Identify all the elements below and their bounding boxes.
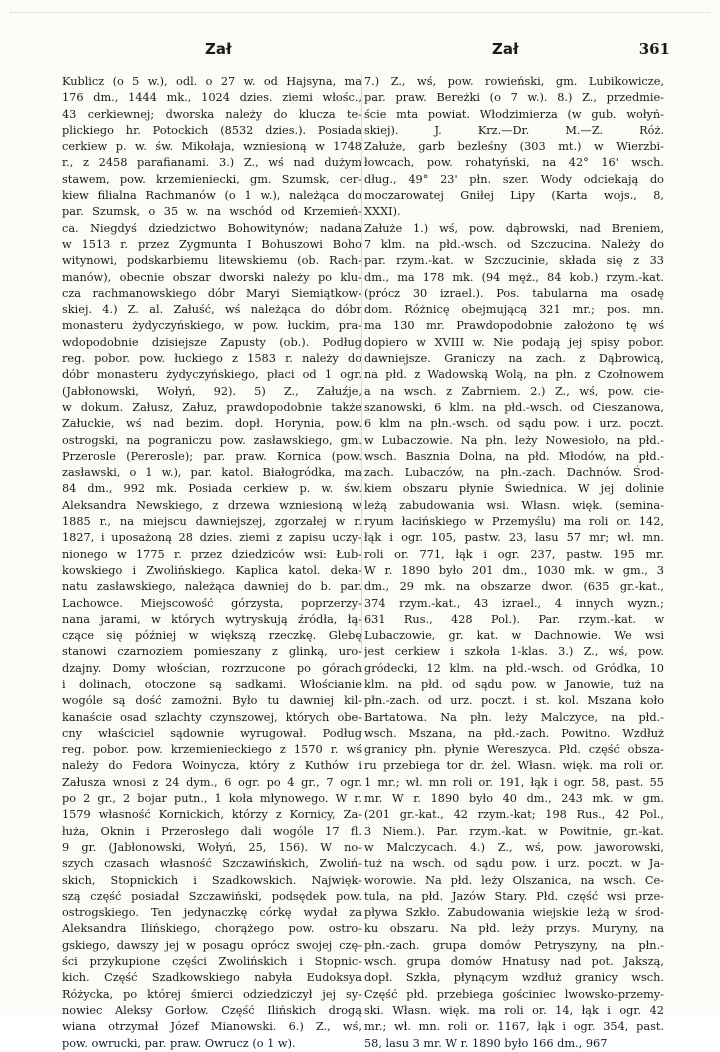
left-text-column: [62, 74, 362, 1052]
text-line: tula, na płd. Jazów Stary. Płd. część wsi prze-: [364, 889, 664, 903]
text-line: Aleksandra Newskiego, z drzewa wzniesioną w: [62, 498, 362, 512]
text-line: natu zasławskiego, należąca dawniej do b. par.: [62, 580, 362, 594]
text-line: (Jabłonowski, Wołyń, 92). 5) Z., Załuźje,: [62, 384, 362, 398]
text-line: dom. Różnicę obejmującą 321 mr.; pos. mn.: [364, 303, 664, 317]
text-line: ma 130 mr. Prawdopodobnie założono tę wś: [364, 319, 664, 333]
page-number: 361: [638, 40, 670, 58]
text-line: 43 cerkiewnej; dworska należy do klucza te-: [62, 107, 362, 121]
text-line: 1 mr.; wł. mn roli or. 191, łąk i ogr. 58, past. 55: [364, 775, 664, 789]
text-line: witynowi, podskarbiemu litewskiemu (ob. Rach-: [62, 254, 362, 268]
text-line: moczarowatej Gniłej Lipy (Karta wojs., 8,: [364, 189, 664, 203]
text-line: Załuże 1.) wś, pow. dąbrowski, nad Breniem,: [364, 221, 664, 235]
page-header: [60, 40, 670, 64]
text-line: 9 gr. (Jabłonowski, Wołyń, 25, 156). W no-: [62, 840, 362, 854]
text-line: wogóle są dość zamożni. Było tu dawniej kil-: [62, 694, 362, 708]
text-line: a na wsch. z Zabrniem. 2.) Z., wś, pow. cie-: [364, 384, 664, 398]
text-line: cza rachmanowskiego dóbr Maryi Siemiątkow-: [62, 286, 362, 300]
text-line: dm., 29 mk. na obszarze dwor. (635 gr.-kat.,: [364, 580, 664, 594]
text-line: dopiero w XVIII w. Nie podają jej spisy pobor.: [364, 335, 664, 349]
text-line: po 2 gr., 2 bojar putn., 1 koła młynowego. W r.: [62, 792, 362, 806]
text-line: Część płd. przebiega gościniec lwowsko-przemy-: [364, 987, 664, 1001]
text-line: reg. pobor. pow. łuckiego z 1583 r. należy do: [62, 352, 362, 366]
text-line: płn.-zach. grupa domów Petryszyny, na płn.-: [364, 938, 664, 952]
text-line: granicy płn. płynie Wereszyca. Płd. część obsza-: [364, 743, 664, 757]
text-line: wsch. Basznia Dolna, na płd. Młodów, na płd.-: [364, 449, 664, 463]
text-line: mr.; wł. mn. roli or. 1167, łąk i ogr. 354, past.: [364, 1020, 664, 1034]
text-line: 1579 własność Kornickich, którzy z Kornicy, Za-: [62, 808, 362, 822]
text-line: 6 klm na płn.-wsch. od sądu pow. i urz. poczt.: [364, 417, 664, 431]
text-line: 1885 r., na miejscu dawniejszej, zgorzałej w r.: [62, 515, 362, 529]
text-line: gródecki, 12 klm. na płd.-wsch. od Gródka, 10: [364, 661, 664, 675]
text-line: cerkiew p. w. św. Mikołaja, wzniesioną w 1748: [62, 140, 362, 154]
text-line: kich. Część Szadkowskiego nabyła Eudoksya: [62, 971, 362, 985]
text-line: wiana otrzymał Józef Mianowski. 6.) Z., wś,: [62, 1020, 362, 1034]
text-line: nowiec Aleksy Gorłow. Część Ilińskich drogą: [62, 1003, 362, 1017]
text-line: 84 dm., 992 mk. Posiada cerkiew p. w. św.: [62, 482, 362, 496]
text-line: zach. Lubaczów, na płn.-zach. Dachnów. Środ-: [364, 466, 664, 480]
text-line: w Lubaczowie. Na płn. leży Nowesioło, na płd.-: [364, 433, 664, 447]
text-line: stawem, pow. krzemieniecki, gm. Szumsk, cer-: [62, 172, 362, 186]
text-line: dług., 49° 23' płn. szer. Wody odciekają do: [364, 172, 664, 186]
text-line: tuż na wsch. od sądu pow. i urz. poczt. w Ja-: [364, 857, 664, 871]
text-line: W r. 1890 było 201 dm., 1030 mk. w gm., 3: [364, 563, 664, 577]
text-line: szanowski, 6 klm. na płd.-wsch. od Cieszanowa,: [364, 400, 664, 414]
text-line: nionego w 1775 r. przez dziedziców wsi: Łub-: [62, 547, 362, 561]
text-line: łuża, Oknin i Przerosłego dali wogóle 17 fl.: [62, 824, 362, 838]
text-line: dzajny. Domy włościan, rozrzucone po górach: [62, 661, 362, 675]
text-line: 7.) Z., wś, pow. rowieński, gm. Lubikowicze,: [364, 75, 664, 88]
text-line: par. praw. Bereżki (o 7 w.). 8.) Z., przedmie-: [364, 91, 664, 105]
text-line: ru przebiega tor dr. żel. Własn. więk. ma roli or.: [364, 759, 664, 773]
text-line: reg. pobor. pow. krzemienieckiego z 1570 r. wś: [62, 743, 362, 757]
text-line: w 1513 r. przez Zygmunta I Bohuszowi Boho: [62, 237, 362, 251]
text-line: skiej. 4.) Z. al. Załuść, wś należąca do dóbr: [62, 303, 362, 317]
text-line: wsch. Mszana, na płd.-zach. Powitno. Wzdłuż: [364, 726, 664, 740]
text-line: wdopodobnie dzisiejsze Zapusty (ob.). Podług: [62, 335, 362, 349]
text-line: 58, lasu 3 mr. W r. 1890 było 166 dm., 967: [364, 1036, 608, 1050]
text-line: roli or. 771, łąk i ogr. 237, pastw. 195 mr.: [364, 547, 664, 561]
text-line: 7 klm. na płd.-wsch. od Szczucina. Należy do: [364, 237, 664, 251]
text-line: ostrogskiego. Ten jedynaczkę córkę wydał za: [62, 906, 362, 920]
text-line: dawniejsze. Graniczy na zach. z Dąbrowicą,: [364, 352, 664, 366]
text-line: 631 Rus., 428 Pol.). Par. rzym.-kat. w: [364, 612, 664, 626]
text-line: szych czasach własność Szczawińskich, Zwoliń-: [62, 857, 362, 871]
running-head-left: Zał: [205, 40, 232, 58]
text-line: Załusza wnosi z 24 dym., 6 ogr. po 4 gr., 7 ogr.: [62, 775, 362, 789]
text-line: ryum łacińskiego w Przemyślu) ma roli or. 142,: [364, 515, 664, 529]
running-head-right: Zał: [492, 40, 519, 58]
text-line: stanowi czarnoziem pomieszany z glinką, uro-: [62, 645, 362, 659]
text-line: klm. na płd. od sądu pow. w Janowie, tuż na: [364, 677, 664, 691]
text-line: monasteru żydyczyńskiego, w pow. łuckim, pra-: [62, 319, 362, 333]
text-line: Załuże, garb bezleśny (303 mt.) w Wierzbi-: [364, 140, 664, 154]
scan-edge-rule: [10, 12, 710, 13]
text-line: kiem obszaru płynie Świednica. W jej dolinie: [364, 482, 664, 496]
text-line: w dokum. Załusz, Załuz, prawdopodobnie także: [62, 400, 362, 414]
text-line: szą część posiadał Szczawiński, podsędek pow.: [62, 889, 362, 903]
text-line: 1827, i uposażoną 28 dzies. ziemi z zapisu uczy-: [62, 531, 362, 545]
text-line: Przerosle (Pererosle); par. praw. Kornica (pow.: [62, 449, 362, 463]
text-line: w Malczycach. 4.) Z., wś, pow. jaworowski,: [364, 840, 664, 854]
text-line: XXXI).: [364, 205, 401, 219]
column-divider: [361, 74, 362, 649]
text-line: ści przykupione części Zwolińskich i Stopnic-: [62, 955, 362, 969]
text-line: kowskiego i Zwolińskiego. Kaplica katol. deka-: [62, 563, 362, 577]
text-line: 3 Niem.). Par. rzym.-kat. w Powitnie, gr.-kat.: [364, 824, 664, 838]
text-line: Lubaczowie, gr. kat. w Dachnowie. We wsi: [364, 629, 664, 643]
text-line: łąk i ogr. 105, pastw. 23, lasu 57 mr; wł. mn.: [364, 531, 664, 545]
text-line: pow. owrucki, par. praw. Owrucz (o 1 w).: [62, 1036, 296, 1050]
text-line: ski. Własn. więk. ma roli or. 14, łąk i ogr. 42: [364, 1003, 664, 1017]
text-line: Różycka, po której śmierci odziedziczył jej sy-: [62, 987, 362, 1001]
text-line: mr. W r. 1890 było 40 dm., 243 mk. w gm.: [364, 792, 664, 806]
text-line: plickiego hr. Potockich (8532 dzies.). Posiada: [62, 123, 362, 137]
text-line: zasławski, o 1 w.), par. katol. Białogródka, ma: [62, 466, 362, 480]
text-line: leżą zabudowania wsi. Własn. więk. (semina-: [364, 498, 664, 512]
text-line: kanaście osad szlachty czynszowej, których obe-: [62, 710, 362, 724]
text-line: Lachowce. Miejscowość górzysta, poprzerzy-: [62, 596, 362, 610]
right-text-column: [364, 74, 664, 1052]
text-line: ście mta powiat. Włodzimierza (w gub. wołyń-: [364, 107, 664, 121]
text-line: cny właściciel sądownie wyrugował. Podług: [62, 726, 362, 740]
text-line: (201 gr.-kat., 42 rzym.-kat; 198 Rus., 42 Pol.,: [364, 808, 664, 822]
text-line: worowie. Na płd. leży Olszanica, na wsch. Ce-: [364, 873, 664, 887]
text-line: dóbr monasteru żydyczyńskiego, płaci od 1 ogr.: [62, 368, 362, 382]
text-line: ostrogski, na pograniczu pow. zasławskiego, gm.: [62, 433, 362, 447]
text-line: Aleksandra Ilińskiego, chorążego pow. ostro-: [62, 922, 362, 936]
text-line: wsch. grupa domów Hnatusy nad pot. Jakszą,: [364, 955, 664, 969]
text-line: ca. Niegdyś dziedzictwo Bohowitynów; nadana: [62, 221, 362, 235]
text-line: r., z 2458 parafianami. 3.) Z., wś nad dużym: [62, 156, 362, 170]
text-line: manów), obecnie obszar dworski należy po klu-: [62, 270, 362, 284]
text-line: par. rzym.-kat. w Szczucinie, składa się z 33: [364, 254, 664, 268]
text-line: łowcach, pow. rohatyński, na 42° 16' wsch.: [364, 156, 664, 170]
text-line: jest cerkiew i szkoła 1-klas. 3.) Z., wś, pow.: [364, 645, 664, 659]
text-line: 374 rzym.-kat., 43 izrael., 4 innych wyzn.;: [364, 596, 664, 610]
text-line: płn.-zach. od urz. poczt. i st. kol. Mszana koło: [364, 694, 664, 708]
text-line: kiew filialna Rachmanów (o 1 w.), należąca do: [62, 189, 362, 203]
text-line: Załuckie, wś nad bezim. dopł. Horynia, pow.: [62, 417, 362, 431]
text-line: Bartatowa. Na płn. leży Malczyce, na płd.-: [364, 710, 664, 724]
text-line: ku obszaru. Na płd. leży przys. Muryny, na: [364, 922, 664, 936]
text-line: i dolinach, otoczone są sadkami. Włościanie: [62, 677, 362, 691]
text-line: par. Szumsk, o 35 w. na wschód od Krzemień-: [62, 205, 362, 219]
text-line: na płd. z Wadowską Wolą, na płn. z Czołnowem: [364, 368, 664, 382]
text-line: nana jarami, w których wytryskują źródła, łą-: [62, 612, 362, 626]
text-line: należy do Fedora Woinycza, który z Kuthów i: [62, 759, 362, 773]
text-line: skich, Stopnickich i Szadkowskich. Najwięk-: [62, 873, 362, 887]
text-line: gskiego, dawszy jej w posagu oprócz swojej czę-: [62, 938, 362, 952]
text-line: dopł. Szkła, płynącym wzdłuż granicy wsch.: [364, 971, 664, 985]
text-line: Kublicz (o 5 w.), odl. o 27 w. od Hajsyna, ma: [62, 75, 362, 88]
text-line: pływa Szkło. Zabudowania wiejskie leżą w środ-: [364, 906, 664, 920]
text-line: 176 dm., 1444 mk., 1024 dzies. ziemi włośc.,: [62, 91, 362, 105]
text-line: czące się później w większą rzeczkę. Glebę: [62, 629, 362, 643]
text-line: skiej). J. Krz.—Dr. M.—Z. Róż.: [364, 123, 664, 137]
text-line: (prócz 30 izrael.). Pos. tabularna ma osadę: [364, 286, 664, 300]
text-line: dm., ma 178 mk. (94 męż., 84 kob.) rzym.-kat.: [364, 270, 664, 284]
